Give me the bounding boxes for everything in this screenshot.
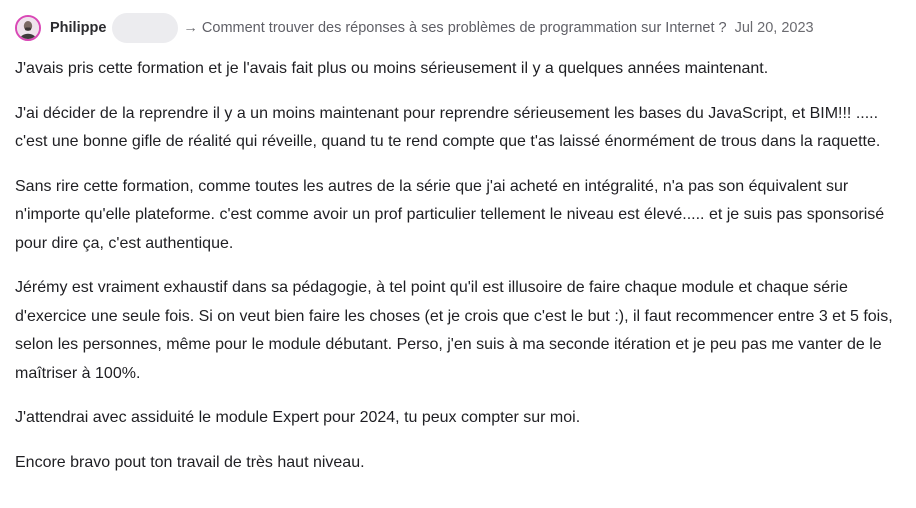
review-paragraph: Sans rire cette formation, comme toutes les autres de la série que j'ai acheté en intégralité, n'a pas son équivalent sur n'importe qu'elle plateforme. c'est comme avoir un prof particulier tellement le niveau est élevé..... et je suis pas sponsorisé pour dire ça, c'est authentique.: [15, 177, 885, 252]
user-avatar-icon: [17, 17, 39, 39]
review-paragraph: J'attendrai avec assiduité le module Expert pour 2024, tu peux compter sur moi.: [15, 409, 581, 426]
review-body: [15, 55, 896, 477]
review-header: [15, 13, 896, 43]
review-paragraph: Jérémy est vraiment exhaustif dans sa pédagogie, à tel point qu'il est illusoire de faire chaque module et chaque série d'exercice une seule fois. Si on veut bien faire les choses (et je crois que c'est le but :), il faut recommencer entre 3 et 5 fois, selon les personnes, même pour le module débutant. Perso, j'en suis à ma seconde itération et je peu pas me vanter de le maîtriser à 100%.: [15, 279, 893, 382]
review-paragraph: J'avais pris cette formation et je l'avais fait plus ou moins sérieusement il y a quelques années maintenant.: [15, 60, 769, 77]
arrow-right-icon: →: [183, 20, 198, 36]
review-paragraph: Encore bravo pout ton travail de très haut niveau.: [15, 453, 365, 471]
review-date: Jul 20, 2023: [734, 20, 814, 36]
redacted-lastname: [112, 13, 178, 43]
author-name[interactable]: Philippe: [50, 20, 107, 36]
course-link[interactable]: Comment trouver des réponses à ses problèmes de programmation sur Internet ?: [201, 20, 727, 36]
review-paragraph: J'ai décider de la reprendre il y a un moins maintenant pour reprendre sérieusement les bases du JavaScript, et BIM!!! ..... c'est une bonne gifle de réalité qui réveille, quand tu te rend compte que t'as laissé énormément de trous dans la raquette.: [15, 104, 881, 150]
avatar[interactable]: [15, 15, 41, 41]
